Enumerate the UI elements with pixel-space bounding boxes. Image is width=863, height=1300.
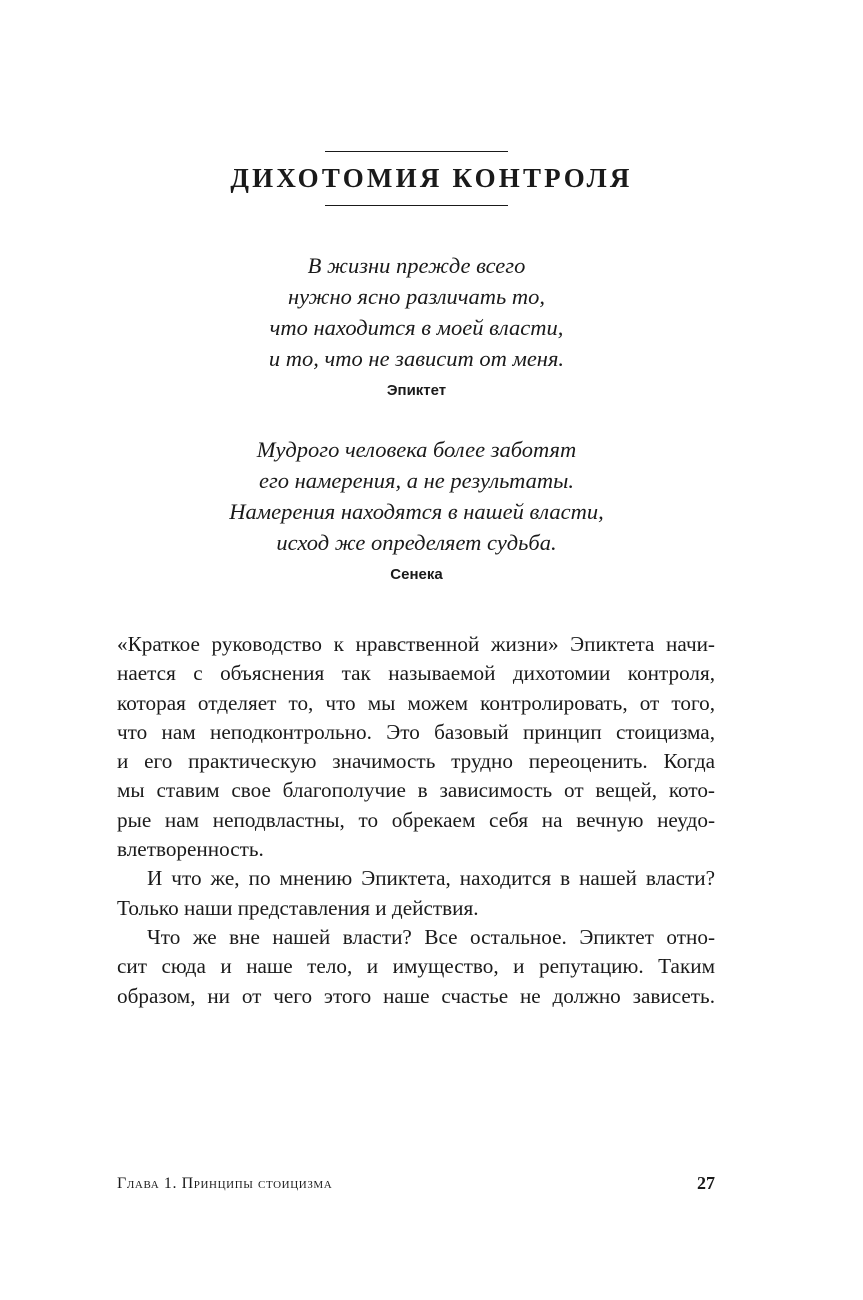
page-number: 27	[697, 1173, 715, 1193]
epigraph-seneca	[0, 434, 833, 586]
epigraph-line: исход же определяет судьба.	[276, 530, 557, 555]
chapter-title: ДИХОТОМИЯ КОНТРОЛЯ	[230, 163, 633, 193]
paragraph-1	[117, 630, 715, 864]
text-line: мы ставим свое благополучие в зависимость от вещей, кото-	[117, 778, 715, 803]
epigraph-line: В жизни прежде всего	[307, 253, 526, 278]
text-line: что нам неподконтрольно. Это базовый принцип стоицизма,	[117, 719, 715, 744]
text-line: влетворенность.	[117, 837, 264, 862]
epigraph-line: Мудрого человека более заботят	[256, 437, 577, 462]
text-line: сит сюда и наше тело, и имущество, и репутацию. Таким	[117, 954, 715, 979]
text-line: которая отделяет то, что мы можем контролировать, от того,	[117, 690, 715, 715]
epigraph-line: что находится в моей власти,	[269, 315, 564, 340]
epigraph-author: Эпиктет	[386, 382, 447, 399]
running-head: Глава 1. Принципы стоицизма	[117, 1175, 333, 1192]
text-line: образом, ни от чего этого наше счастье не должно зависеть.	[117, 983, 715, 1008]
epigraph-author: Сенека	[390, 566, 443, 583]
text-line: нается с объяснения так называемой дихотомии контроля,	[117, 661, 715, 686]
text-line: рые нам неподвластны, то обрекаем себя на вечную неудо-	[117, 807, 715, 832]
epigraph-line: нужно ясно различать то,	[287, 284, 546, 309]
epigraph-line: его намерения, а не результаты.	[259, 468, 574, 493]
paragraph-2	[117, 864, 715, 923]
text-line: «Краткое руководство к нравственной жизни» Эпиктета начи-	[117, 632, 715, 656]
text-line: и его практическую значимость трудно переоценить. Когда	[117, 749, 715, 774]
title-rule-bottom	[325, 205, 508, 206]
text-line: Что же вне нашей власти? Все остальное. Эпиктет отно-	[147, 924, 715, 949]
text-line: И что же, по мнению Эпиктета, находится в нашей власти?	[147, 866, 715, 891]
body-text	[117, 630, 715, 1011]
epigraph-line: Намерения находятся в нашей власти,	[229, 499, 604, 524]
epigraph-epictetus	[0, 250, 833, 402]
text-line: Только наши представления и действия.	[117, 895, 479, 920]
epigraph-line: и то, что не зависит от меня.	[268, 346, 565, 371]
title-rule-top	[325, 151, 508, 152]
paragraph-3	[117, 923, 715, 1011]
